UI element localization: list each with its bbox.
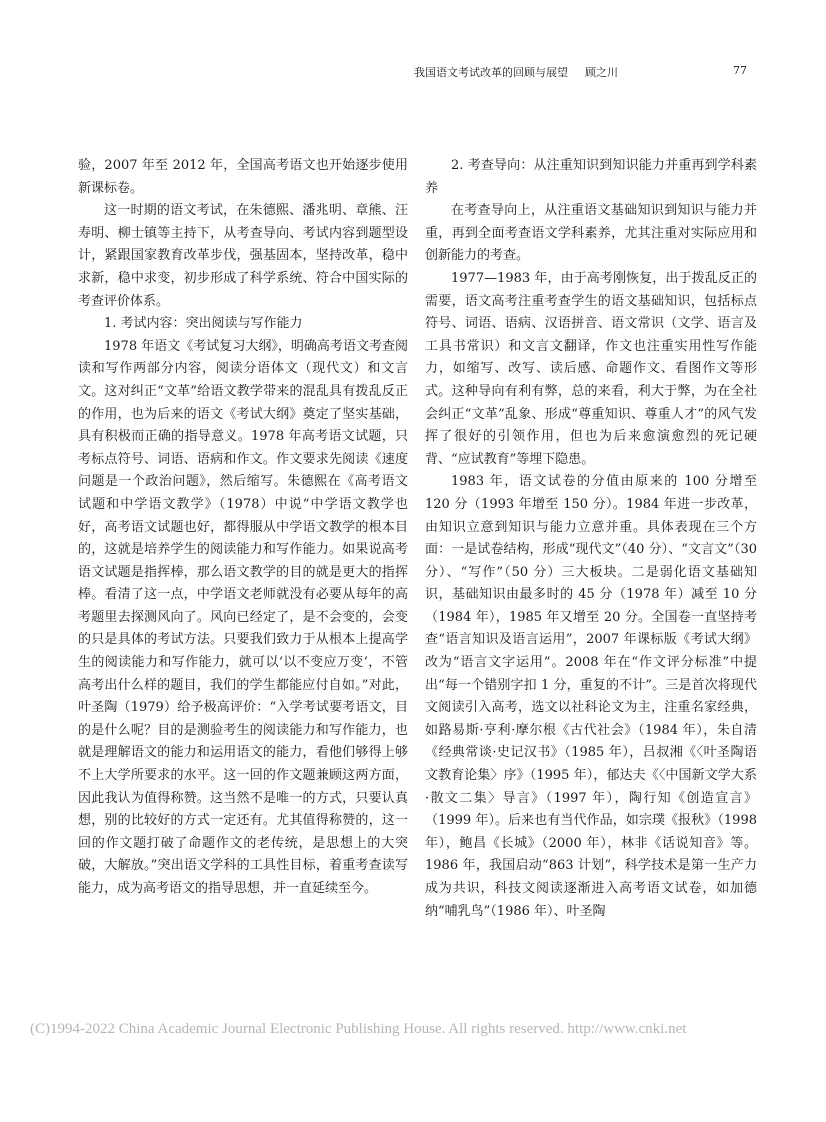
running-author: 顾之川 xyxy=(585,66,618,79)
paragraph: 1978 年语文《考试复习大纲》，明确高考语文考查阅读和写作两部分内容，阅读分语体文（现代文）和文言文。这对纠正“文革”给语文教学带来的混乱具有拨乱反正的作用，也为后来的语文《考试大纲》奠定了坚实基础，具有积极而正确的指导意义。1978 年高考语文试题，只考标点符号、词语、语病和作文。作文要求先阅读《速度问题是一个政治问题》，然后缩写。朱德熙在《高考语文试题和中学语文教学》（1978）中说“中学语文教学也好，高考语文试题也好，都得服从中学语文教学的根本目的，这就是培养学生的阅读能力和写作能力。如果说高考语文试题是指挥棒，那么语文教学的目的就是更大的指挥棒。看清了这一点，中学语文老师就没有必要从每年的高考题里去探测风向了。风向已经定了，是不会变的，会变的只是具体的考试方法。只要我们致力于从根本上提高学生的阅读能力和写作能力，就可以‘以不变应万变’，不管高考出什么样的题目，我们的学生都能应付自如。”对此，叶圣陶（1979）给予极高评价：“入学考试要考语文，目的是什么呢？目的是测验考生的阅读能力和写作能力，也就是理解语文的能力和运用语文的能力，看他们够得上够不上大学所要求的水平。这一回的作文题兼顾这两方面，因此我认为值得称赞。这当然不是唯一的方式，只要认真想，别的比较好的方式一定还有。尤其值得称赞的，这一回的作文题打破了命题作文的老传统，是思想上的大突破，大解放。”突出语文学科的工具性目标，着重考查读写能力，成为高考语文的指导思想，并一直延续至今。 xyxy=(78,338,408,896)
page-number: 77 xyxy=(733,64,747,77)
paragraph-continued: 验，2007 年至 2012 年，全国高考语文也开始逐步使用新课标卷。 xyxy=(78,158,408,196)
paragraph: 1977—1983 年，由于高考刚恢复，出于拨乱反正的需要，语文高考注重考查学生的语文基础知识，包括标点符号、词语、语病、汉语拼音、语文常识（文学、语言及工具书常识）和文言文翻译，作文也注重实用性写作能力，如缩写、改写、读后感、命题作文、看图作文等形式。这种导向有利有弊，总的来看，利大于弊，为在全社会纠正“文革”乱象、形成“尊重知识、尊重人才”的风气发挥了很好的引领作用，但也为后来愈演愈烈的死记硬背、“应试教育”等埋下隐患。 xyxy=(425,270,757,467)
paragraph: 1983 年，语文试卷的分值由原来的 100 分增至 120 分（1993 年增至 150 分）。1984 年进一步改革，由知识立意到知识与能力立意并重。具体表现在三个方面：一是试卷结构，形成“现代文”（40 分）、“文言文”（30 分）、“写作”（50 分）三大板块。二是弱化语文基础知识，基础知识由最多时的 45 分（1978 年）减至 10 分（1984 年），1985 年又增至 20 分。全国卷一直坚持考查“语言知识及语言运用”，2007 年课标版《考试大纲》改为“语言文字运用”。2008 年在“作文评分标准”中提出“每一个错别字扣 1 分，重复的不计”。三是首次将现代文阅读引入高考，选文以社科论文为主，注重名家经典，如路易斯·亨利·摩尔根《古代社会》（1984 年），朱自清《经典常谈·史记汉书》（1985 年），吕叔湘《〈叶圣陶语文教育论集〉序》（1995 年），郁达夫《〈中国新文学大系·散文二集〉导言》（1997 年），陶行知《创造宣言》（1999 年）。后来也有当代作品，如宗璞《报秋》（1998 年），鲍昌《长城》（2000 年），林非《话说知音》等。1986 年，我国启动“863 计划”，科学技术是第一生产力成为共识，科技文阅读逐渐进入高考语文试卷，如加德纳“哺乳鸟”（1986 年）、叶圣陶 xyxy=(425,474,757,919)
left-column xyxy=(78,155,408,901)
paragraph: 这一时期的语文考试，在朱德熙、潘兆明、章熊、汪寿明、柳士镇等主持下，从考查导向、考试内容到题型设计，紧跟国家教育改革步伐，强基固本，坚持改革，稳中求新，稳中求变，初步形成了科学系统、符合中国实际的考查评价体系。 xyxy=(78,203,408,309)
section-heading: 2. 考查导向：从注重知识到知识能力并重再到学科素养 xyxy=(425,158,757,196)
right-column xyxy=(425,155,757,923)
copyright-watermark: (C)1994-2022 China Academic Journal Electronic Publishing House. All rights reserved. http://www.cnki.net xyxy=(30,1021,687,1037)
section-heading: 1. 考试内容：突出阅读与写作能力 xyxy=(104,316,303,332)
paragraph: 在考查导向上，从注重语文基础知识到知识与能力并重，再到全面考查语文学科素养，尤其注重对实际应用和创新能力的考查。 xyxy=(425,203,757,264)
running-title: 我国语文考试改革的回顾与展望 xyxy=(414,66,568,79)
running-header xyxy=(0,64,826,80)
